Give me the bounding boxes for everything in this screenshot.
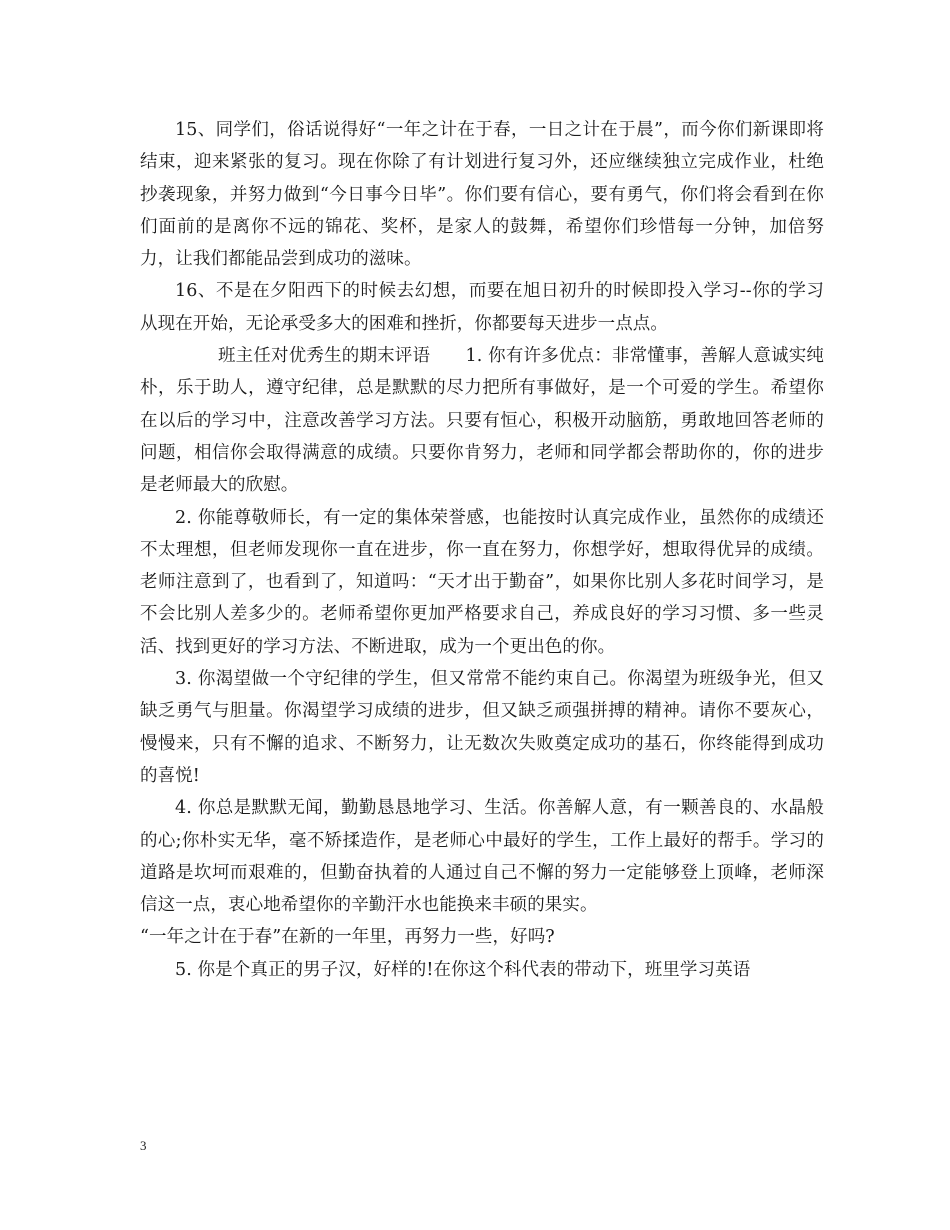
paragraph-comment-4: 4. 你总是默默无闻，勤勤恳恳地学习、生活。你善解人意，有一颗善良的、水晶般的心;你朴实无华，毫不矫揉造作，是老师心中最好的学生，工作上最好的帮手。学习的道路是坎坷而艰难的，但勤奋执着的人通过自己不懈的努力一定能够登上顶峰，老师深信这一点，衷心地希望你的辛勤汗水也能换来丰硕的果实。 — [140, 798, 824, 916]
paragraph-comment-5: 5. 你是个真正的男子汉，好样的!在你这个科代表的带动下，班里学习英语 — [175, 959, 751, 980]
paragraph-15: 15、同学们，俗话说得好“一年之计在于春，一日之计在于晨”，而今你们新课即将结束，迎来紧张的复习。现在你除了有计划进行复习外，还应继续独立完成作业，杜绝抄袭现象，并努力做到“今日事今日毕”。你们要有信心，要有勇气，你们将会看到在你们面前的是离你不远的锦花、奖杯，是家人的鼓舞，希望你们珍惜每一分钟，加倍努力，让我们都能品尝到成功的滋味。 — [140, 120, 824, 270]
page-number: 3 — [140, 1138, 147, 1153]
paragraph-comment-2: 2. 你能尊敬师长，有一定的集体荣誉感，也能按时认真完成作业，虽然你的成绩还不太理想，但老师发现你一直在进步，你一直在努力，你想学好，想取得优异的成绩。老师注意到了，也看到了，知道吗：“天才出于勤奋”，如果你比别人多花时间学习，是不会比别人差多少的。老师希望你更加严格要求自己，养成良好的学习习惯、多一些灵活、找到更好的学习方法、不断进取，成为一个更出色的你。 — [140, 507, 824, 657]
paragraph-16: 16、不是在夕阳西下的时候去幻想，而要在旭日初升的时候即投入学习--你的学习从现在开始，无论承受多大的困难和挫折，你都要每天进步一点点。 — [140, 281, 824, 334]
paragraph-comment-4-continued: “一年之计在于春”在新的一年里，再努力一些，好吗? — [140, 927, 555, 948]
paragraph-heading-comment-1: 班主任对优秀生的期末评语 1. 你有许多优点：非常懂事，善解人意诚实纯朴，乐于助人，遵守纪律，总是默默的尽力把所有事做好，是一个可爱的学生。希望你在以后的学习中，注意改善学习方法。只要有恒心，积极开动脑筋，勇敢地回答老师的问题，相信你会取得满意的成绩。只要你肯努力，老师和同学都会帮助你的，你的进步是老师最大的欣慰。 — [140, 346, 824, 496]
paragraph-comment-3: 3. 你渴望做一个守纪律的学生，但又常常不能约束自己。你渴望为班级争光，但又缺乏勇气与胆量。你渴望学习成绩的进步，但又缺乏顽强拼搏的精神。请你不要灰心，慢慢来，只有不懈的追求、不断努力，让无数次失败奠定成功的基石，你终能得到成功的喜悦! — [140, 669, 824, 786]
document-body — [140, 114, 824, 986]
